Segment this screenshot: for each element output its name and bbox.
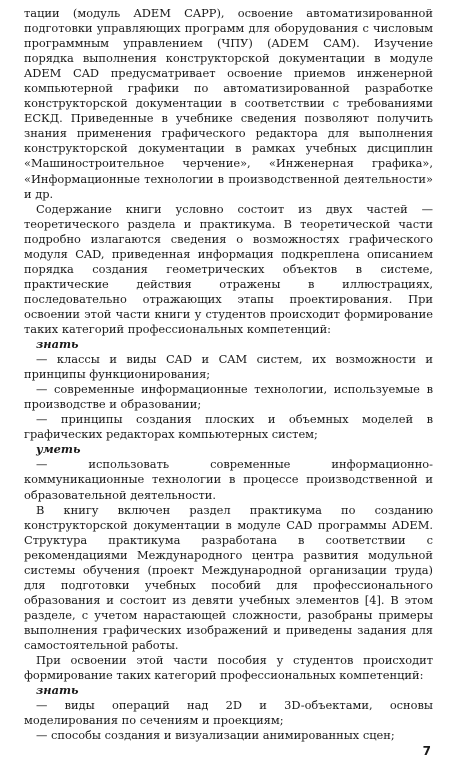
list-item: — современные информационные технологии, используемые в производстве и образовании; <box>24 382 433 412</box>
subheading-know: знать <box>36 683 79 698</box>
list-item: — классы и виды CAD и CAM систем, их возможности и принципы функционирования; <box>24 352 433 382</box>
paragraph-continuation: тации (модуль ADEM CAPP), освоение автоматизированной подготовки управляющих программ для оборудования с числовым программным управлением (ЧПУ) (ADEM CAM). Изучение порядка выполнения конструкторской документации в модуле ADEM CAD предусматривает освоение приемов инженерной компьютерной графики по автоматизированной разработке конструкторской документации в соответствии с требованиями ЕСКД. Приведенные в учебнике сведения позволяют получить знания применения графического редактора для выполнения конструкторской документации в рамках учебных дисциплин «Машиностроительное черчение», «Инженерная графика», «Информационные технологии в производственной деятельности» и др. <box>24 6 433 201</box>
paragraph-competencies: При освоении этой части пособия у студентов происходит формирование таких категорий профессиональных компетенций: <box>24 653 433 683</box>
list-item: — использовать современные информационно-коммуникационные технологии в процессе производственной и образовательной деятельности. <box>24 457 433 502</box>
paragraph-book-content: Содержание книги условно состоит из двух частей — теоретического раздела и практикума. В теоретической части подробно излагаются сведения о возможностях графического модуля CAD, приведенная информация подкреплена описанием порядка создания геометрических объектов в системе, практические действия отражены в иллюстрациях, последовательно отражающих этапы проектирования. При освоении этой части книги у студентов происходит формирование таких категорий профессиональных компетенций: <box>24 201 433 336</box>
list-item: — способы создания и визуализации анимированных сцен; <box>36 728 395 743</box>
list-item: — принципы создания плоских и объемных моделей в графических редакторах компьютерных систем; <box>24 412 433 442</box>
page-number: 7 <box>422 744 431 758</box>
subheading-know: знать <box>36 337 79 352</box>
list-item: — виды операций над 2D и 3D-объектами, основы моделирования по сечениям и проекциям; <box>24 698 433 728</box>
subheading-able: уметь <box>36 442 81 457</box>
paragraph-practicum: В книгу включен раздел практикума по созданию конструкторской документации в модуле CAD программы ADEM. Структура практикума разработана в соответствии с рекомендациями Международного центра развития модульной системы обучения (проект Международной организации труда) для подготовки учебных пособий для профессионального образования и состоит из девяти учебных элементов [4]. В этом разделе, с учетом нарастающей сложности, разобраны примеры выполнения графических изображений и приведены задания для самостоятельной работы. <box>24 502 433 652</box>
